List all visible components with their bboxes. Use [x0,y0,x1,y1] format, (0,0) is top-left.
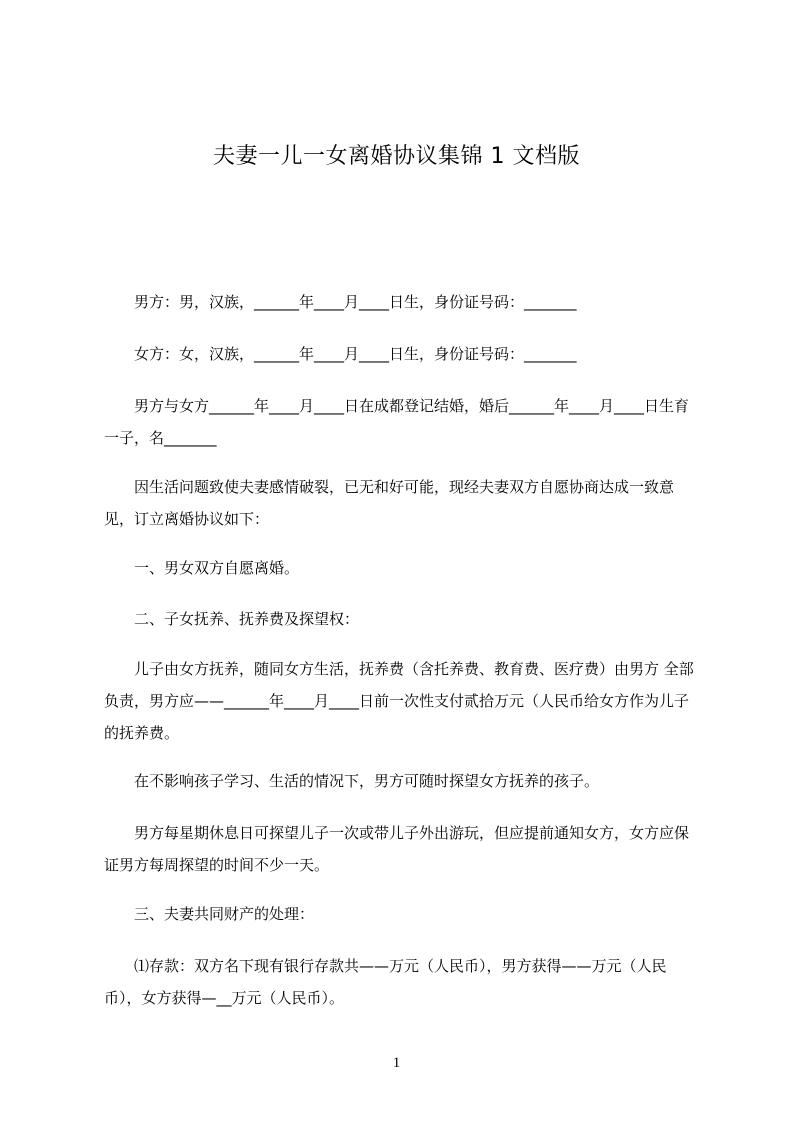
section-heading-3: 三、夫妻共同财产的处理： [104,905,315,923]
document-title: 夫妻一儿一女离婚协议集锦 1 文档版 [213,144,580,169]
paragraph-visitation: 在不影响孩子学习、生活的情况下，男方可随时探望女方抚养的孩子。 [104,772,600,790]
section-heading-2: 二、子女抚养、抚养费及探望权： [104,610,360,628]
paragraph-weekly-visit: 男方每星期休息日可探望儿子一次或带儿子外出游玩，但应提前通知女方，女方应保证男方每周探望的时间不少一天。 [104,824,690,874]
page-number: 1 [392,1055,401,1071]
paragraph-child-custody: 儿子由女方抚养，随同女方生活，抚养费（含托养费、教育费、医疗费）由男方 全部负责，男方应——______年____月____日前一次性支付贰拾万元（人民币给女方作为儿子的抚养费。 [104,660,694,742]
paragraph-male-party: 男方：男，汉族，______年____月____日生，身份证号码：_______ [104,293,577,311]
paragraph-female-party: 女方：女，汉族，______年____月____日生，身份证号码：_______ [104,345,577,363]
paragraph-preamble: 因生活问题致使夫妻感情破裂，已无和好可能，现经夫妻双方自愿协商达成一致意见，订立离婚协议如下： [104,478,675,528]
paragraph-deposits: ⑴存款：双方名下现有银行存款共——万元（人民币），男方获得——万元（人民币），女方获得—__万元（人民币）。 [104,957,667,1007]
section-heading-1: 一、男女双方自愿离婚。 [104,559,300,577]
paragraph-marriage-info: 男方与女方______年____月____日在成都登记结婚，婚后______年____月____日生育一子，名_______ [104,397,690,447]
